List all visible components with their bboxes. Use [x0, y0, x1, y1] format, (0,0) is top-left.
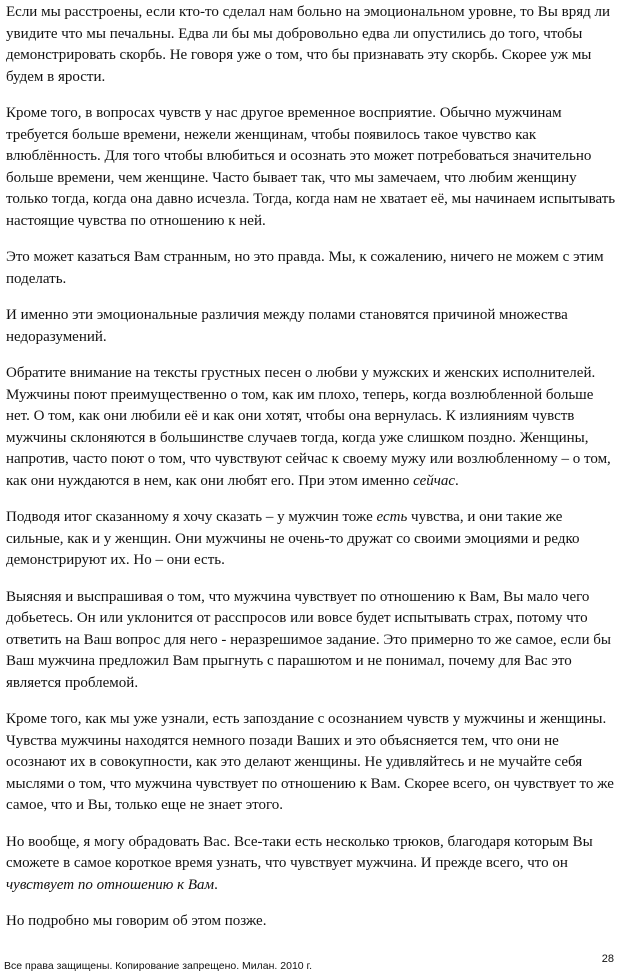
paragraph-6: Подводя итог сказанному я хочу сказать – у мужчин тоже есть чувства, и они такие же сильные, как и у женщин. Они мужчины не очень-то дружат со своими эмоциями и редко демонстрируют их. Но – они есть.: [6, 509, 580, 568]
paragraph-7: Выясняя и выспрашивая о том, что мужчина чувствует по отношению к Вам, Вы мало чего добьетесь. Он или уклонится от расспросов или вовсе будет испытывать страх, потому что ответить на Ваш вопрос для него - неразрешимое задание. Это примерно то же самое, если бы Ваш мужчина предложил Вам прыгнуть с парашютом и не понимал, почему для Вас это является проблемой.: [6, 588, 611, 691]
footer-copyright: Все права защищены. Копирование запрещено. Милан. 2010 г.: [4, 960, 313, 972]
paragraph-8: Кроме того, как мы уже узнали, есть запоздание с осознанием чувств у мужчины и женщины. Чувства мужчины находятся немного позади Ваших и это объясняется тем, что они не осознают их в совокупности, как это делают женщины. Не удивляйтесь и не мучайте себя мыслями о том, что мужчина чувствует по отношению к Вам. Скорее всего, он чувствует то же самое, что и Вы, только еще не знает этого.: [6, 711, 614, 813]
emphasis: чувствует по отношению к Вам: [6, 876, 215, 893]
paragraph-3: Это может казаться Вам странным, но это правда. Мы, к сожалению, ничего не можем с этим поделать.: [6, 249, 604, 287]
paragraph-2: Кроме того, в вопросах чувств у нас другое временное восприятие. Обычно мужчинам требуется больше времени, нежели женщинам, чтобы появилось такое чувство как влюблённость. Для того чтобы влюбиться и осознать это может потребоваться значительно больше времени, чем женщине. Часто бывает так, что мы замечаем, что любим женщину только тогда, когда она давно исчезла. Тогда, когда нам не хватает её, мы начинаем испытывать настоящие чувства по отношению к ней.: [6, 105, 616, 229]
paragraph-4: И именно эти эмоциональные различия между полами становятся причиной множества недоразумений.: [6, 307, 568, 345]
document-body: [6, 2, 618, 948]
paragraph-9: Но вообще, я могу обрадовать Вас. Все-таки есть несколько трюков, благодаря которым Вы сможете в самое короткое время узнать, что чувствует мужчина. И прежде всего, что он чувствует по отношению к Вам.: [6, 833, 593, 893]
emphasis: есть: [376, 509, 408, 525]
paragraph-10: Но подробно мы говорим об этом позже.: [6, 913, 267, 929]
page-number: 28: [601, 953, 614, 965]
paragraph-5: Обратите внимание на тексты грустных песен о любви у мужских и женских исполнителей. Мужчины поют преимущественно о том, как им плохо, теперь, когда возлюбленной больше нет. О том, как они любили её и как они хотят, чтобы она вернулась. К излияниям чувств мужчины склоняются в большинстве случаев тогда, когда уже слишком поздно. Женщины, напротив, часто поют о том, что чувствуют сейчас к своему мужу или возлюбленному – о том, как они нуждаются в нем, как они любят его. При этом именно сейчас.: [6, 365, 611, 489]
emphasis: сейчас: [413, 472, 456, 489]
paragraph-1: Если мы расстроены, если кто-то сделал нам больно на эмоциональном уровне, то Вы вряд ли увидите что мы печальны. Едва ли бы мы добровольно едва ли опустились до того, чтобы демонстрировать скорбь. Не говоря уже о том, что бы признавать эту скорбь. Скорее уж мы будем в ярости.: [6, 4, 610, 85]
